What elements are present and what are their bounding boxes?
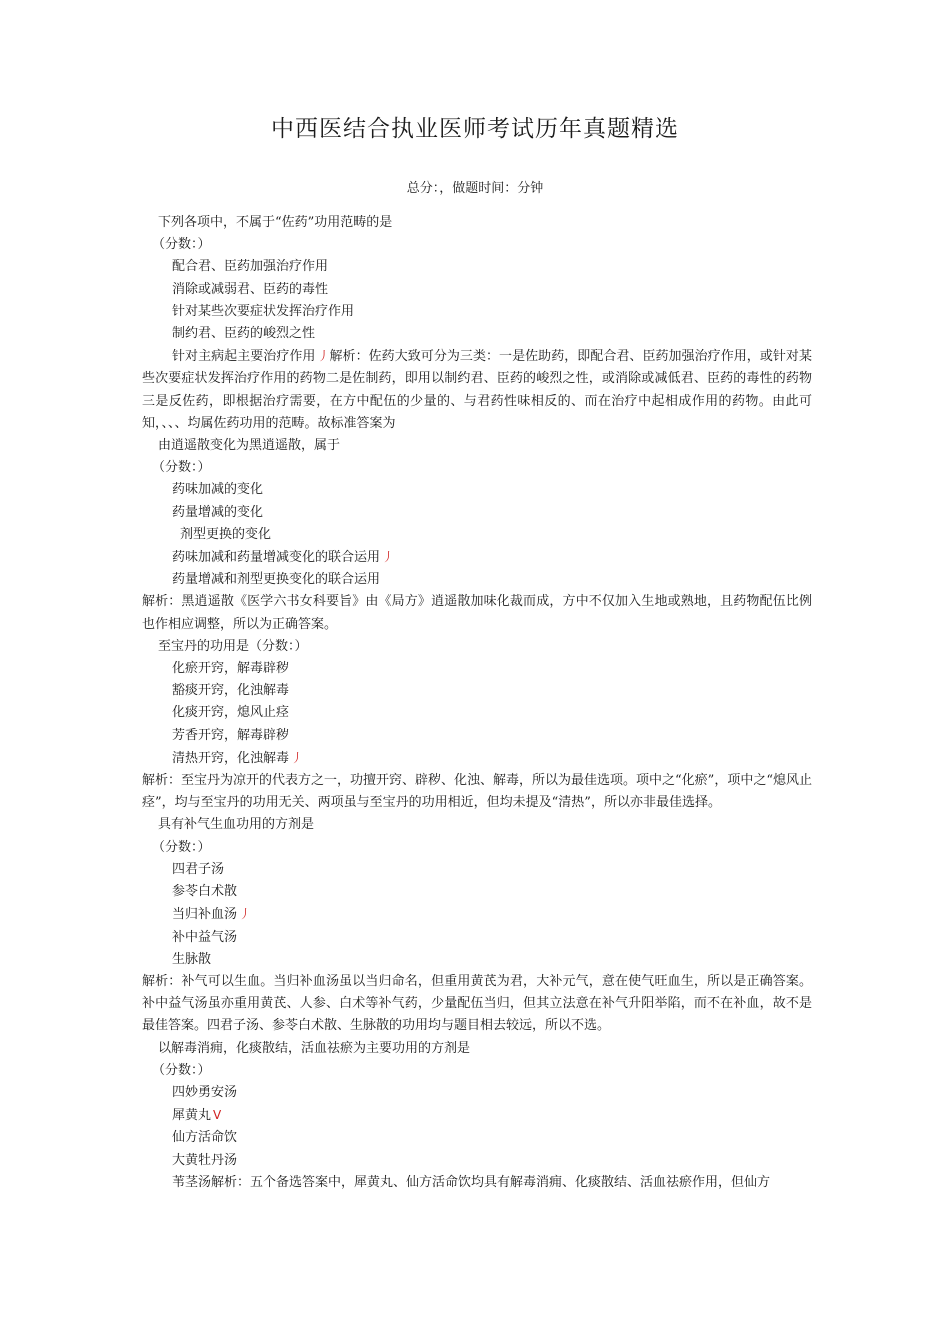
option: 仙方活命饮 [172,1130,238,1146]
question-list [142,212,812,1194]
question-score: （分数：） [152,237,211,253]
answer-v-mark: V [213,1108,222,1123]
question-stem: 具有补气生血功用的方剂是 [158,817,315,833]
option-text: 犀黄丸 [172,1108,212,1124]
answer-check-mark: 丿 [382,550,395,565]
option: 配合君、臣药加强治疗作用 [172,259,329,275]
option-correct: 针对主病起主要治疗作用 [172,349,316,365]
analysis-text: 解析：黑逍遥散《医学六书女科要旨》由《局方》逍遥散加味化裁而成，方中不仅加入生地或熟地，且药物配伍比例也作相应调整，所以为正确答案。 [142,594,812,632]
option: 大黄牡丹汤 [172,1152,238,1168]
option: 豁痰开窍，化浊解毒 [172,683,290,699]
question-score: （分数：） [152,460,211,476]
option-text: 当归补血汤 [172,907,238,923]
question-stem: 由逍遥散变化为黑逍遥散，属于 [158,438,341,454]
answer-check-mark: 丿 [317,349,330,364]
option: 生脉散 [172,951,212,967]
document-title: 中西医结合执业医师考试历年真题精选 [271,116,679,142]
option: 四妙勇安汤 [172,1084,238,1100]
answer-check-mark: 丿 [239,907,252,922]
question-score: （分数：） [152,1062,211,1078]
option: 药味加减的变化 [172,482,264,498]
option: 芳香开窍，解毒辟秽 [172,727,290,743]
option: 消除或减弱君、臣药的毒性 [172,281,329,297]
option-text: 清热开窍，化浊解毒 [172,750,290,766]
question-score: （分数：） [152,839,211,855]
option: 药量增减和剂型更换变化的联合运用 [172,572,381,588]
option: 化痰开窍，熄风止痉 [172,705,290,721]
analysis-text: 解析：补气可以生血。当归补血汤虽以当归命名，但重用黄芪为君，大补元气，意在使气旺血生，所以是正确答案。补中益气汤虽亦重用黄芪、人参、白术等补气药，少量配伍当归，但其立法意在补气升阳举陷，而不在补血，故不是最佳答案。四君子汤、参苓白术散、生脉散的功用均与题目相去较远，所以不选。 [142,973,812,1034]
answer-check-mark: 丿 [291,750,304,765]
option: 补中益气汤 [172,929,238,945]
option: 剂型更换的变化 [180,526,272,542]
document-subtitle: 总分：，做题时间：分钟 [406,181,544,196]
option-correct [142,1104,812,1127]
question-stem: 以解毒消痈，化痰散结，活血祛瘀为主要功用的方剂是 [158,1040,471,1056]
answer-with-analysis [142,345,812,435]
option-correct [142,903,812,926]
question-stem: 下列各项中，不属于“佐药”功用范畴的是 [158,215,393,230]
option-correct [142,747,812,770]
analysis-text: 解析：至宝丹为凉开的代表方之一，功擅开窍、辟秽、化浊、解毒，所以为最佳选项。项中之“化瘀”，项中之“熄风止痉”，均与至宝丹的功用无关、两项虽与至宝丹的功用相近，但均未提及“清热”，所以亦非最佳选择。 [142,773,812,811]
analysis-text: 解析：佐药大致可分为三类：一是佐助药，即配合君、臣药加强治疗作用，或针对某些次要症状发挥治疗作用的药物二是佐制药，即用以制约君、臣药的峻烈之性，或消除或减低君、臣药的毒性的药物三是反佐药，即根据治疗需要，在方中配伍的少量的、与君药性味相反的、而在治疗中起相成作用的药物。由此可知，、、、均属佐药功用的范畴。故标准答案为 [142,349,812,431]
question-stem: 至宝丹的功用是（分数：） [158,638,308,654]
option: 针对某些次要症状发挥治疗作用 [172,303,355,319]
option: 参苓白术散 [172,884,238,900]
option-correct [142,546,812,569]
option-with-analysis: 苇茎汤解析：五个备选答案中，犀黄丸、仙方活命饮均具有解毒消痈、化痰散结、活血祛瘀作用，但仙方 [172,1174,771,1190]
option: 四君子汤 [172,861,225,877]
option: 化瘀开窍，解毒辟秽 [172,661,290,677]
option: 制约君、臣药的峻烈之性 [172,326,316,342]
option: 药量增减的变化 [172,504,264,520]
option-text: 药味加减和药量增减变化的联合运用 [172,550,381,566]
